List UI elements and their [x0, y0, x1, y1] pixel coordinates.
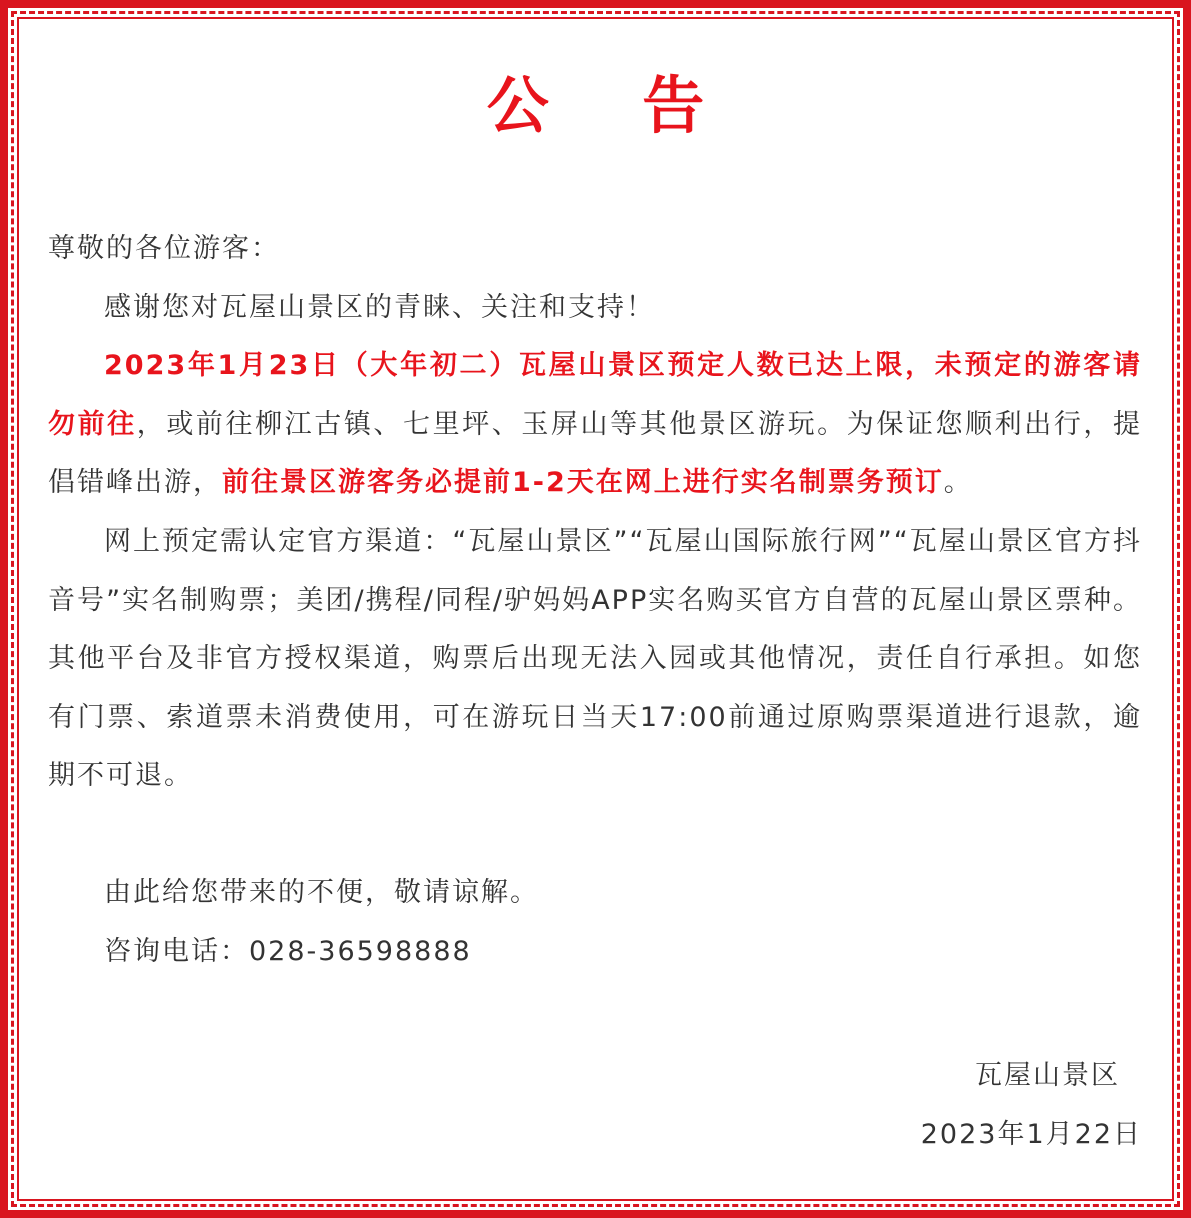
notice-title: 公 告	[486, 69, 741, 142]
highlight-advance-booking: 前往景区游客务必提前1-2天在网上进行实名制票务预订	[222, 467, 944, 499]
spacer	[48, 806, 1142, 864]
alternative-spots-text: ，或前往柳江古镇、七里坪、玉屏山等其他景区游玩。为保证您顺利出行，提倡错峰出游，	[48, 408, 1142, 499]
thanks-line: 感谢您对瓦屋山景区的青睐、关注和支持！	[104, 291, 655, 323]
highlight-limit-reached: 2023年1月23日（大年初二）瓦屋山景区预定人数已达上限，未预定的游客请勿前往	[48, 350, 1142, 440]
greeting: 尊敬的各位游客：	[48, 233, 280, 264]
apology-line: 由此给您带来的不便，敬请谅解。	[104, 876, 539, 908]
signature-org: 瓦屋山景区	[975, 1060, 1120, 1091]
phone-line: 咨询电话：028-36598888	[104, 935, 472, 967]
signature-block	[48, 1047, 1142, 1164]
notice-body	[48, 220, 1142, 981]
paragraph-1-end: 。	[943, 467, 973, 499]
notice-paragraph-1	[48, 337, 1142, 513]
notice-paragraph-2: 网上预定需认定官方渠道：“瓦屋山景区”“瓦屋山国际旅行网”“瓦屋山景区官方抖音号”实名制购票；美团/携程/同程/驴妈妈APP实名购买官方自营的瓦屋山景区票种。其他平台及非官方授权渠道，购票后出现无法入园或其他情况，责任自行承担。如您有门票、索道票未消费使用，可在游玩日当天17:00前通过原购票渠道进行退款，逾期不可退。	[48, 525, 1142, 792]
signature-date: 2023年1月22日	[920, 1118, 1142, 1150]
